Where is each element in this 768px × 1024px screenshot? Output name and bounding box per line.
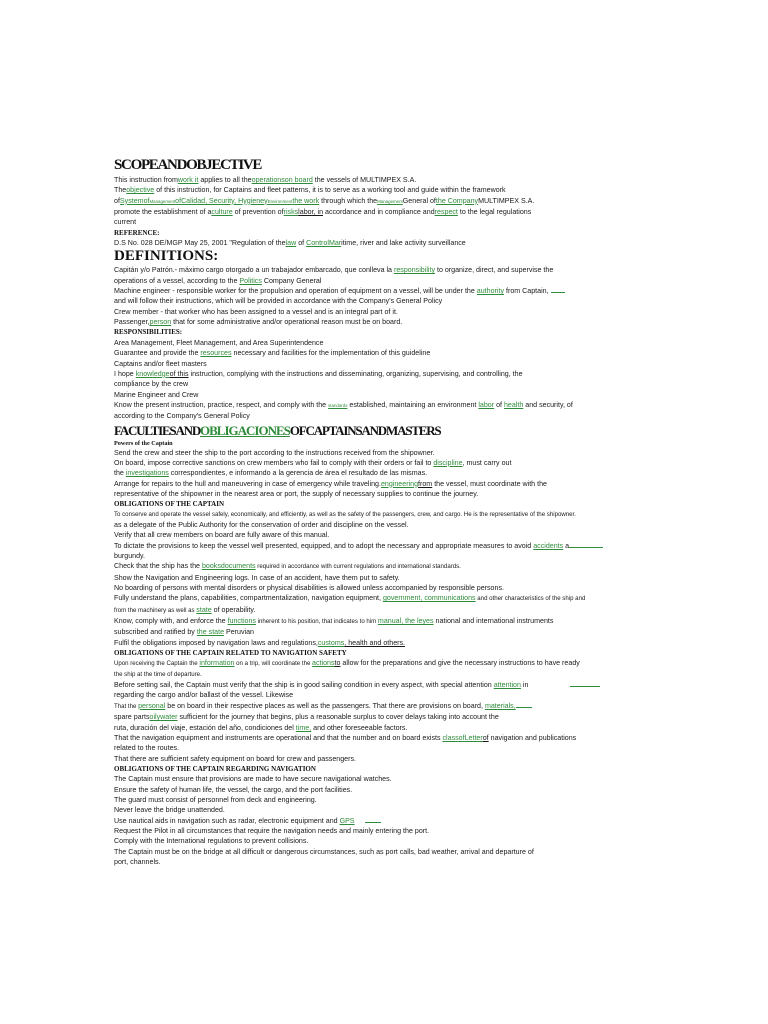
responsibility-line: Guarantee and provide the resources necessary and facilities for the implementation of this guideline (114, 349, 431, 358)
responsibility-line: Marine Engineer and Crew (114, 390, 199, 399)
responsibility-line: according to the Company's General Policy (114, 412, 250, 421)
obligation-line: Fully understand the plans, capabilities, compartmentalization, navigation equipment, government, communications and other characteristics of the ship and (114, 594, 586, 603)
powers-line: the investigations correspondientes, e informando a la gerencia de área el resultado de las mismas. (114, 469, 428, 478)
obligation-line: burgundy. (114, 552, 146, 560)
link[interactable]: customs (317, 638, 345, 647)
obligation-line: Check that the ship has the booksdocuments required in accordance with current regulations and international standards. (114, 562, 461, 571)
obligation-line: To dictate the provisions to keep the vessel well presented, equipped, and to adopt the necessary and appropriate measures to avoid accidents a (114, 541, 634, 551)
obligation-line: Show the Navigation and Engineering logs. In case of an accident, have them put to safety. (114, 573, 400, 582)
link[interactable]: engineering (380, 479, 419, 488)
safety-line: spare partsoilywater sufficient for the journey that begins, plus a reasonable surplus to cover delays taking into account the (114, 713, 499, 722)
link[interactable]: work it (177, 176, 199, 184)
link[interactable]: from (418, 479, 433, 488)
link[interactable]: actions (312, 659, 335, 668)
link[interactable]: attention (493, 681, 521, 690)
obligation-line: as a delegate of the Public Authority for the conservation of order and discipline on the vessel. (114, 520, 409, 529)
blank-link (569, 541, 603, 548)
definition-line: Crew member - that worker who has been assigned to a vessel and is an integral part of it. (114, 307, 398, 316)
navigation-line: The Captain must ensure that provisions are made to have secure navigational watches. (114, 775, 392, 784)
powers-line: On board, impose corrective sanctions on crew members who fail to comply with their orders or fail to discipline, must carry out (114, 458, 512, 467)
link[interactable]: y (264, 196, 268, 205)
blank-link (570, 680, 600, 687)
heading-obligations: OBLIGATIONS OF THE CAPTAIN (114, 500, 225, 509)
obligation-line: Know, comply with, and enforce the functions inherent to his position, that indicates to him manual, the leyes national and international instruments (114, 617, 554, 626)
obligation-line: from the machinery as well as state of operability. (114, 605, 256, 614)
obligation-line: No boarding of persons with mental disorders or physical disabilities is allowed unless accompanied by responsible persons. (114, 584, 504, 593)
powers-line: representative of the shipowner in the nearest area or port, the supply of necessary supplies to continue the journey. (114, 489, 479, 498)
link[interactable]: System (119, 196, 144, 205)
responsibility-line: Captains and/or fleet masters (114, 359, 207, 368)
link[interactable]: operations (251, 176, 285, 184)
navigation-line: The Captain must be on the bridge at all difficult or dangerous circumstances, such as port calls, bad weather, arrival and departure of (114, 847, 534, 856)
link[interactable]: of (458, 733, 465, 742)
link[interactable]: law (285, 239, 297, 248)
link[interactable]: Control (306, 239, 329, 248)
navigation-line: Comply with the International regulations to prevent collisions. (114, 837, 309, 846)
navigation-line: The guard must consist of personnel from deck and engineering. (114, 795, 317, 804)
link[interactable]: Calidad, Security, Hygiene (181, 196, 265, 205)
navigation-line: Never leave the bridge unattended. (114, 806, 225, 815)
link[interactable]: books (201, 562, 221, 571)
heading-reference: REFERENCE: (114, 228, 160, 237)
link[interactable]: water (160, 713, 178, 722)
safety-line: related to the routes. (114, 744, 180, 753)
link[interactable]: personal (138, 701, 166, 710)
link[interactable]: objective (126, 186, 155, 195)
link[interactable]: knowledge (135, 369, 170, 378)
responsibility-line: Area Management, Fleet Management, and Area Superintendence (114, 338, 324, 347)
heading-faculties: FACULTIESANDOBLIGACIONESOFCAPTAINSANDMASTERS (114, 422, 441, 438)
scope-line: current (114, 218, 137, 227)
responsibility-line: compliance by the crew (114, 380, 189, 389)
navigation-line: Ensure the safety of human life, the vessel, the cargo, and the port facilities. (114, 785, 353, 794)
safety-line: That the personal be on board in their respective places as well as the passengers. That there are provisions on board, materials, (114, 701, 634, 712)
link[interactable]: information (199, 659, 235, 668)
link[interactable]: Politics (239, 276, 262, 285)
link[interactable]: the Company (435, 196, 479, 205)
link[interactable]: risks (283, 208, 299, 217)
link[interactable]: Letter (464, 733, 483, 742)
obligation-line: To conserve and operate the vessel safely, economically, and efficiently, as well as the safety of the passengers, crew, and cargo. He is the representative of the shipowner. (114, 510, 576, 518)
link[interactable]: authority (476, 287, 505, 296)
link[interactable]: culture (211, 208, 233, 217)
safety-line: Before setting sail, the Captain must verify that the ship is in good sailing condition in every aspect, with special attention attention in (114, 680, 634, 690)
link[interactable]: of (482, 733, 489, 742)
responsibility-line: I hope knowledgeof this instruction, complying with the instructions and disseminating, organizing, supervising, and controlling, the (114, 369, 523, 378)
link[interactable]: class (442, 733, 459, 742)
link[interactable]: labor, in (298, 208, 324, 217)
link[interactable]: Management (377, 198, 403, 204)
link[interactable]: oily (149, 713, 161, 722)
link[interactable]: functions (227, 617, 256, 626)
link[interactable]: Mar (328, 239, 342, 248)
link[interactable]: of (175, 196, 182, 205)
heading-responsibilities: RESPONSIBILITIES: (114, 328, 183, 337)
powers-line: Arrange for repairs to the hull and maneuvering in case of emergency while traveling.engineeringfrom the vessel, must coordinate with the (114, 479, 547, 488)
link[interactable]: health (503, 400, 524, 409)
obligation-line: Verify that all crew members on board are fully aware of this manual. (114, 531, 330, 540)
link[interactable]: the work (292, 196, 320, 205)
safety-line: That the navigation equipment and instruments are operational and that the number and on board exists classofLetterof navigation and publications (114, 733, 577, 742)
link[interactable]: GPS (339, 816, 355, 825)
link[interactable]: manual, the leyes (377, 617, 434, 626)
powers-line: Send the crew and steer the ship to the port according to the instructions received from the shipowner. (114, 448, 435, 457)
safety-line: the ship at the time of departure. (114, 670, 202, 678)
definition-line: Passenger,person that for some administrative and/or operational reason must be on board. (114, 318, 403, 327)
safety-line: That there are sufficient safety equipment on board for crew and passengers. (114, 754, 356, 763)
link[interactable]: Management (149, 198, 176, 204)
link[interactable]: on board (284, 176, 313, 184)
link[interactable]: of this (169, 369, 189, 378)
link[interactable]: of (143, 196, 150, 205)
obligation-line: Fulfil the obligations imposed by navigation laws and regulations,customs, health and others. (114, 638, 406, 647)
link[interactable]: accidents (533, 541, 564, 550)
heading-obligations-safety: OBLIGATIONS OF THE CAPTAIN RELATED TO NAVIGATION SAFETY (114, 649, 347, 658)
link[interactable]: OBLIGACIONES (200, 422, 290, 438)
safety-line: regarding the cargo and/or ballast of the vessel. Likewise (114, 691, 294, 700)
link[interactable]: Environment (267, 198, 293, 204)
link[interactable]: respect (434, 208, 458, 217)
link[interactable]: materials, (484, 701, 516, 710)
link[interactable]: investigations (125, 469, 169, 478)
link[interactable]: to (334, 659, 341, 668)
definition-line: operations of a vessel, according to the Politics Company General (114, 276, 322, 285)
link[interactable]: state (196, 605, 212, 614)
link[interactable]: standards (328, 402, 348, 408)
link[interactable]: labor (478, 400, 495, 409)
blank-link (551, 286, 565, 293)
blank-link (365, 816, 381, 823)
definition-line: Capitán y/o Patrón.- máximo cargo otorgado a un trabajador embarcado, que conlleva la responsibility to organize, direct, and supervise the (114, 266, 554, 275)
heading-obligations-navigation: OBLIGATIONS OF THE CAPTAIN REGARDING NAVIGATION (114, 764, 316, 773)
link[interactable]: resources (200, 349, 232, 358)
safety-line: Upon receiving the Captain the information on a trip, will coordinate the actionsto allow for the preparations and give the necessary instructions to have ready (114, 659, 580, 668)
definition-line: and will follow their instructions, which will be provided in accordance with the Company's General Policy (114, 297, 443, 306)
safety-line: ruta, duración del viaje, estación del año, condiciones del time, and other foreseeable factors. (114, 723, 408, 732)
link[interactable]: documents (220, 562, 256, 571)
heading-scope-and-objective: SCOPEANDOBJECTIVE (114, 157, 262, 173)
navigation-line: Request the Pilot in all circumstances that require the navigation needs and mainly entering the port. (114, 826, 430, 835)
scope-line: ofSystemofManagementofCalidad, Security, HygieneyEnvironmentthe work through which theManagementGeneral ofthe CompanyMULTIMPEX S.A. (114, 196, 535, 205)
link[interactable]: person (149, 318, 172, 327)
scope-line: promote the establishment of aculture of prevention ofriskslabor, in accordance and in compliance andrespect to the legal regulations (114, 208, 532, 217)
definition-line: Machine engineer - responsible worker for the propulsion and operation of equipment on a vessel, will be under the authority from Captain, (114, 286, 634, 296)
heading-definitions: DEFINITIONS: (114, 248, 219, 265)
link[interactable]: discipline (433, 458, 463, 467)
navigation-line: port, channels. (114, 857, 161, 866)
link[interactable]: government, communications (382, 594, 476, 603)
blank-link (516, 701, 532, 708)
heading-powers: Powers of the Captain (114, 439, 173, 447)
responsibility-line: Know the present instruction, practice, respect, and comply with the standards established, maintaining an environment labor of health and security, of (114, 400, 573, 409)
obligation-line: subscribed and ratified by the state Peruvian (114, 628, 254, 637)
navigation-line: Use nautical aids in navigation such as radar, electronic equipment and GPS (114, 816, 634, 826)
reference-line: D.S No. 028 DE/MGP May 25, 2001 "Regulation of thelaw of ControlMaritime, river and lake activity surveillance (114, 239, 466, 248)
link[interactable]: responsibility (393, 266, 435, 275)
link[interactable]: the state (196, 628, 225, 637)
scope-line: This instruction fromwork it applies to all theoperationson board the vessels of MULTIMPEX S.A. (114, 176, 417, 184)
link[interactable]: time, (295, 723, 312, 732)
document-page (114, 154, 634, 867)
scope-line: Theobjective of this instruction, for Captains and fleet patterns, it is to serve as a working tool and guide within the framework (114, 186, 506, 195)
